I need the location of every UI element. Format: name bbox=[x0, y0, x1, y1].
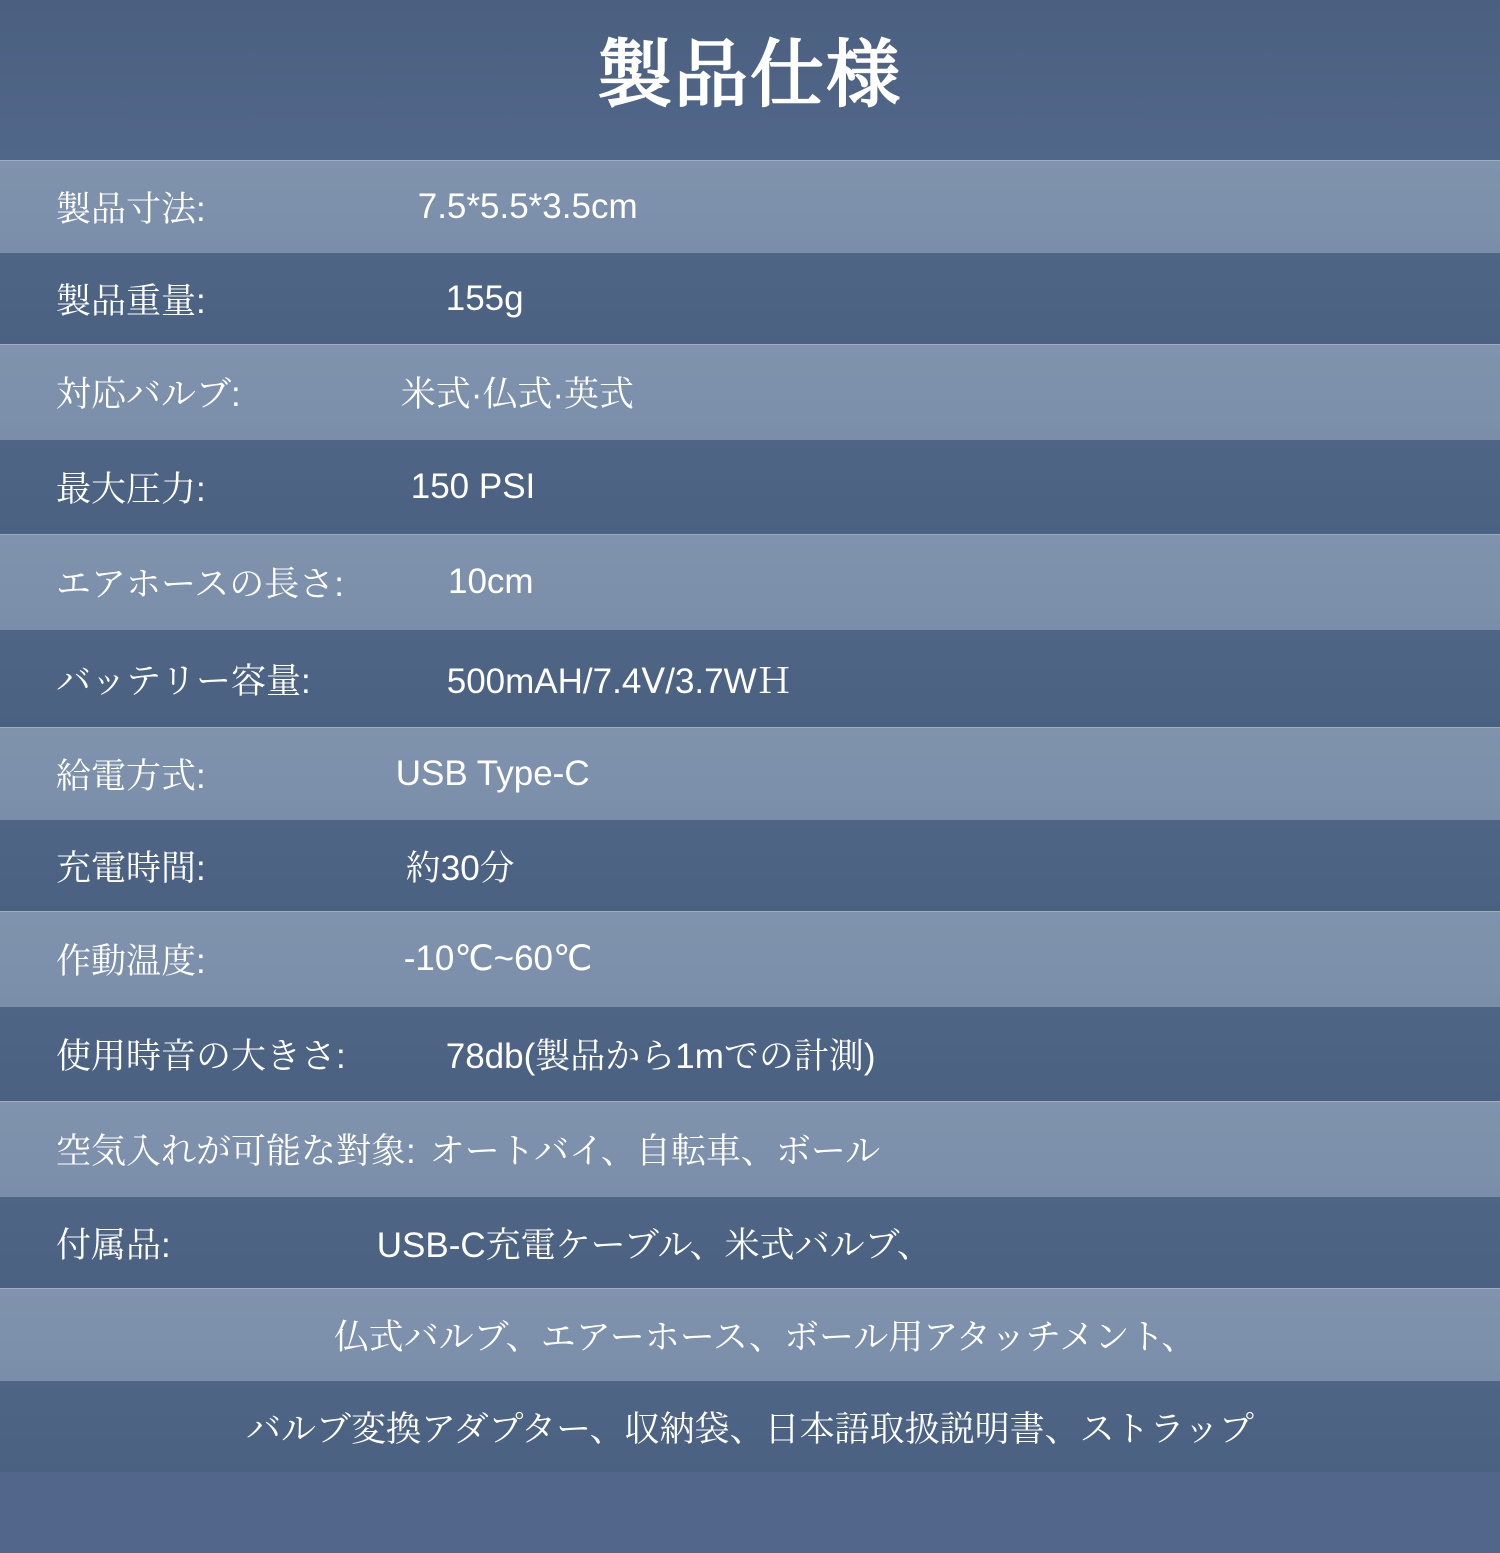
table-row bbox=[0, 727, 1500, 819]
spec-label: 充電時間: bbox=[56, 848, 206, 888]
spec-value: 7.5*5.5*3.5cm bbox=[417, 186, 638, 226]
spec-label: 空気入れが可能な對象: bbox=[56, 1132, 416, 1171]
spec-label: 製品重量: bbox=[56, 281, 206, 321]
spec-label: 製品寸法: bbox=[56, 189, 206, 229]
spec-value-continued: 仏式バルブ、エアーホース、ボール用アタッチメント、 bbox=[333, 1317, 1197, 1357]
spec-value: 155g bbox=[445, 278, 524, 318]
table-row bbox=[0, 1196, 1500, 1288]
spec-label: 作動温度: bbox=[56, 942, 206, 981]
spec-value-continued: バルブ変換アダプター、収納袋、日本語取扱説明書、ストラップ bbox=[245, 1409, 1254, 1449]
table-row bbox=[0, 911, 1500, 1006]
table-row bbox=[0, 1288, 1500, 1380]
spec-value: 78db(製品から1mでの計測) bbox=[445, 1037, 876, 1076]
title-band bbox=[0, 0, 1500, 160]
spec-value: -10℃~60℃ bbox=[403, 939, 593, 978]
spec-value: USB-C充電ケーブル、米式バルブ、 bbox=[376, 1225, 932, 1265]
spec-label: 使用時音の大きさ: bbox=[56, 1037, 346, 1076]
spec-table bbox=[0, 160, 1500, 1553]
table-row bbox=[0, 344, 1500, 439]
spec-label: 給電方式: bbox=[56, 756, 206, 796]
table-row bbox=[0, 629, 1500, 727]
spec-label: バッテリー容量: bbox=[56, 661, 311, 701]
table-row bbox=[0, 252, 1500, 344]
table-row bbox=[0, 819, 1500, 911]
spec-label: 最大圧力: bbox=[56, 470, 206, 509]
table-row bbox=[0, 160, 1500, 252]
spec-value: 150 PSI bbox=[410, 467, 536, 506]
spec-value: 米式·仏式·英式 bbox=[400, 375, 635, 414]
table-row bbox=[0, 1006, 1500, 1101]
spec-value: USB Type-C bbox=[395, 753, 590, 793]
table-row bbox=[0, 534, 1500, 629]
spec-label: エアホースの長さ: bbox=[56, 565, 344, 604]
table-row bbox=[0, 1101, 1500, 1196]
spec-value: 500mAH/7.4Ⅴ/3.7WＨ bbox=[446, 661, 792, 701]
spec-value: 約30分 bbox=[405, 848, 515, 888]
spec-value: オートバイ、自転車、ボール bbox=[429, 1132, 881, 1171]
table-row bbox=[0, 1380, 1500, 1472]
page-title: 製品仕様 bbox=[598, 33, 902, 116]
table-row bbox=[0, 439, 1500, 534]
spec-value: 10cm bbox=[447, 562, 534, 601]
spec-label: 対応バルブ: bbox=[56, 375, 241, 414]
spec-label: 付属品: bbox=[56, 1225, 171, 1265]
